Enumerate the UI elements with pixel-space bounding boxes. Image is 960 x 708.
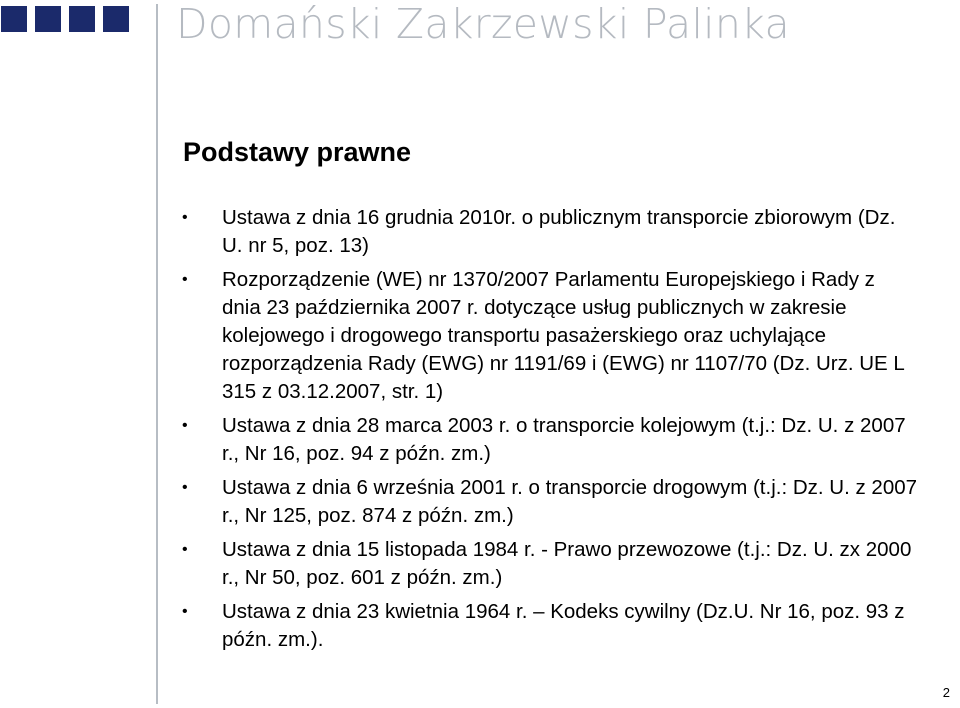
bullet-icon: • [182, 603, 188, 620]
bullet-icon: • [182, 417, 188, 434]
header-divider-line [156, 4, 158, 704]
list-item-text: Ustawa z dnia 15 listopada 1984 r. - Prawo przewozowe (t.j.: Dz. U. zx 2000 r., Nr 50, poz. 601 z późn. zm.) [222, 538, 912, 589]
logo-square [69, 6, 95, 32]
slide-title: Podstawy prawne [183, 137, 412, 167]
bullet-icon: • [182, 479, 188, 496]
list-item [178, 536, 918, 592]
list-item [178, 474, 918, 530]
logo-square [1, 6, 27, 32]
page-number: 2 [942, 685, 950, 700]
bullet-icon: • [182, 271, 188, 288]
list-item-text: Ustawa z dnia 16 grudnia 2010r. o publicznym transporcie zbiorowym (Dz. U. nr 5, poz. 13) [222, 206, 896, 257]
list-item-text: Ustawa z dnia 23 kwietnia 1964 r. – Kodeks cywilny (Dz.U. Nr 16, poz. 93 z późn. zm.). [222, 600, 905, 651]
brand-name: Domański Zakrzewski Palinka [176, 0, 790, 48]
legal-basis-list [178, 204, 918, 660]
list-item-text: Ustawa z dnia 6 września 2001 r. o transporcie drogowym (t.j.: Dz. U. z 2007 r., Nr 125, poz. 874 z późn. zm.) [222, 476, 918, 527]
logo-square [103, 6, 129, 32]
list-item [178, 598, 918, 654]
list-item-text: Ustawa z dnia 28 marca 2003 r. o transporcie kolejowym (t.j.: Dz. U. z 2007 r., Nr 16, poz. 94 z późn. zm.) [222, 414, 906, 465]
list-item [178, 204, 918, 260]
list-item [178, 412, 918, 468]
logo-square [35, 6, 61, 32]
bullet-icon: • [182, 209, 188, 226]
list-item [178, 266, 918, 406]
list-item-text: Rozporządzenie (WE) nr 1370/2007 Parlamentu Europejskiego i Rady z dnia 23 października 2007 r. dotyczące usług publicznych w zakresie kolejowego i drogowego transportu pasażerskiego oraz uchylające rozporządzenia Rady (EWG) nr 1191/69 i (EWG) nr 1107/70 (Dz. Urz. UE L 315 z 03.12.2007, str. 1) [222, 268, 905, 403]
bullet-icon: • [182, 541, 188, 558]
